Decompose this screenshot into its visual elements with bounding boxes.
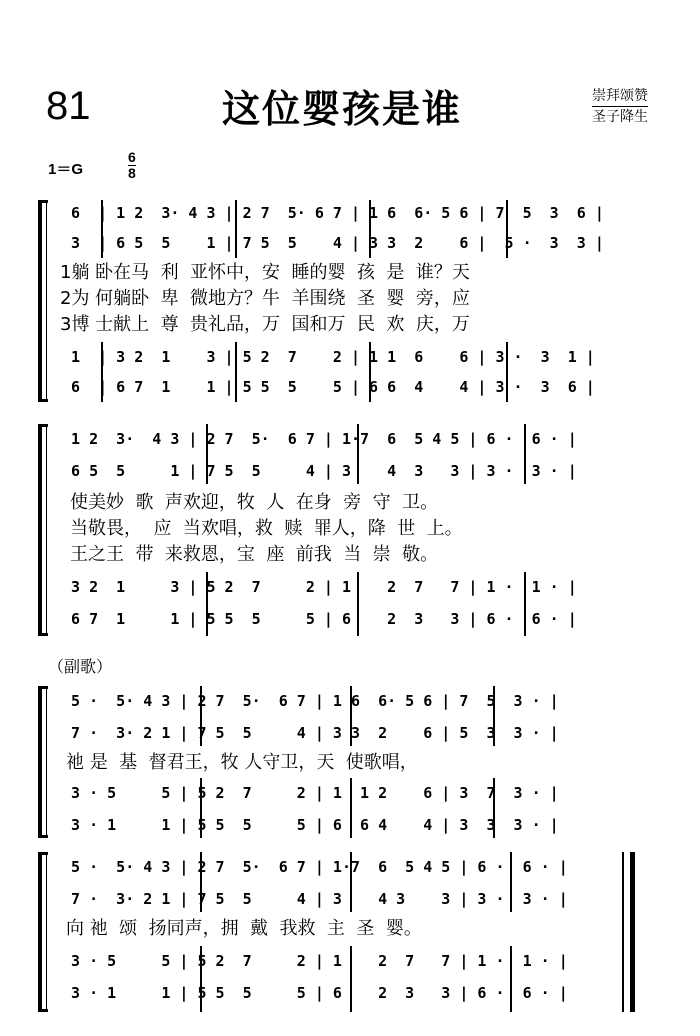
score-system-3 <box>0 682 700 842</box>
category-primary: 崇拜颂赞 <box>592 86 648 107</box>
time-signature-top: 6 <box>128 149 136 165</box>
hymn-title: 这位婴孩是谁 <box>222 87 463 131</box>
tenor-line: 3 · 5 5 | 5 2 7 2 | 1 1 2 6 | 3 7 3 · | <box>62 784 559 802</box>
system-start-line <box>46 686 47 838</box>
soprano-line: 1 2 3· 4 3 | 2 7 5· 6 7 | 1·7 6 5 4 5 | 6 · 6 · | <box>62 430 577 448</box>
lyric-verse-3: 王之王 带 来救恩，宝 座 前我 当 崇 敬。 <box>70 544 439 565</box>
final-barline-thick <box>630 852 635 1012</box>
alto-line: 7 · 3· 2 1 | 7 5 5 4 | 3 3 2 6 | 5 3 3 · | <box>62 724 559 742</box>
bass-line: 6 | 6 7 1 1 | 5 5 5 5 | 6 6 4 4 | 3 · 3 6 | <box>62 378 595 396</box>
score-system-4 <box>0 846 700 1016</box>
bass-line: 3 · 1 1 | 5 5 5 5 | 6 6 4 4 | 3 3 3 · | <box>62 816 559 834</box>
score-system-2 <box>0 420 700 640</box>
system-bracket <box>38 686 42 838</box>
lyric-verse-2: 当敬畏， 应 当欢唱，救 赎 罪人，降 世 上。 <box>70 518 463 539</box>
soprano-line: 5 · 5· 4 3 | 2 7 5· 6 7 | 1 6 6· 5 6 | 7 5 3 · | <box>62 692 559 710</box>
bass-line: 6 7 1 1 | 5 5 5 5 | 6 2 3 3 | 6 · 6 · | <box>62 610 577 628</box>
lyric-verse-1: 使美妙 歌 声欢迎，牧 人 在身 旁 守 卫。 <box>70 492 439 513</box>
key-signature: 1＝G <box>48 161 84 178</box>
tenor-line: 3 2 1 3 | 5 2 7 2 | 1 2 7 7 | 1 · 1 · | <box>62 578 577 596</box>
soprano-line: 5 · 5· 4 3 | 2 7 5· 6 7 | 1·7 6 5 4 5 | 6 · 6 · | <box>62 858 568 876</box>
alto-line: 3 | 6 5 5 1 | 7 5 5 4 | 3 3 2 6 | 5 · 3 3 | <box>62 234 604 252</box>
score-system-1 <box>0 196 700 406</box>
bass-line: 3 · 1 1 | 5 5 5 5 | 6 2 3 3 | 6 · 6 · | <box>62 984 568 1002</box>
time-signature-bottom: 8 <box>128 165 136 181</box>
system-bracket <box>38 200 42 402</box>
alto-line: 6 5 5 1 | 7 5 5 4 | 3 4 3 3 | 3 · 3 · | <box>62 462 577 480</box>
lyric-verse-2: 2为 何躺卧 卑 微地方？牛 羊围绕 圣 婴 旁，应 <box>60 288 470 309</box>
hymn-category <box>592 86 648 127</box>
system-start-line <box>46 424 47 636</box>
time-signature <box>128 150 136 181</box>
tenor-line: 1 | 3 2 1 3 | 5 2 7 2 | 1 1 6 6 | 3 · 3 1 | <box>62 348 595 366</box>
category-secondary: 圣子降生 <box>592 109 648 125</box>
tenor-line: 3 · 5 5 | 5 2 7 2 | 1 2 7 7 | 1 · 1 · | <box>62 952 568 970</box>
lyric-verse-1: 1躺 卧在马 利 亚怀中，安 睡的婴 孩 是 谁？天 <box>60 262 470 283</box>
system-bracket <box>38 424 42 636</box>
system-start-line <box>46 200 47 402</box>
alto-line: 7 · 3· 2 1 | 7 5 5 4 | 3 4 3 3 | 3 · 3 · | <box>62 890 568 908</box>
lyric-chorus: 祂 是 基 督君王，牧 人守卫，天 使歌唱， <box>66 752 418 773</box>
chorus-label: （副歌） <box>48 657 113 676</box>
lyric-verse-3: 3博 士献上 尊 贵礼品，万 国和万 民 欢 庆，万 <box>60 314 470 335</box>
hymn-number: 81 <box>46 84 91 128</box>
system-start-line <box>46 852 47 1012</box>
lyric-chorus: 向 祂 颂 扬同声，拥 戴 我救 主 圣 婴。 <box>66 918 422 939</box>
soprano-line: 6 | 1 2 3· 4 3 | 2 7 5· 6 7 | 1 6 6· 5 6 | 7 5 3 6 | <box>62 204 604 222</box>
final-barline-thin <box>622 852 624 1012</box>
system-bracket <box>38 852 42 1012</box>
